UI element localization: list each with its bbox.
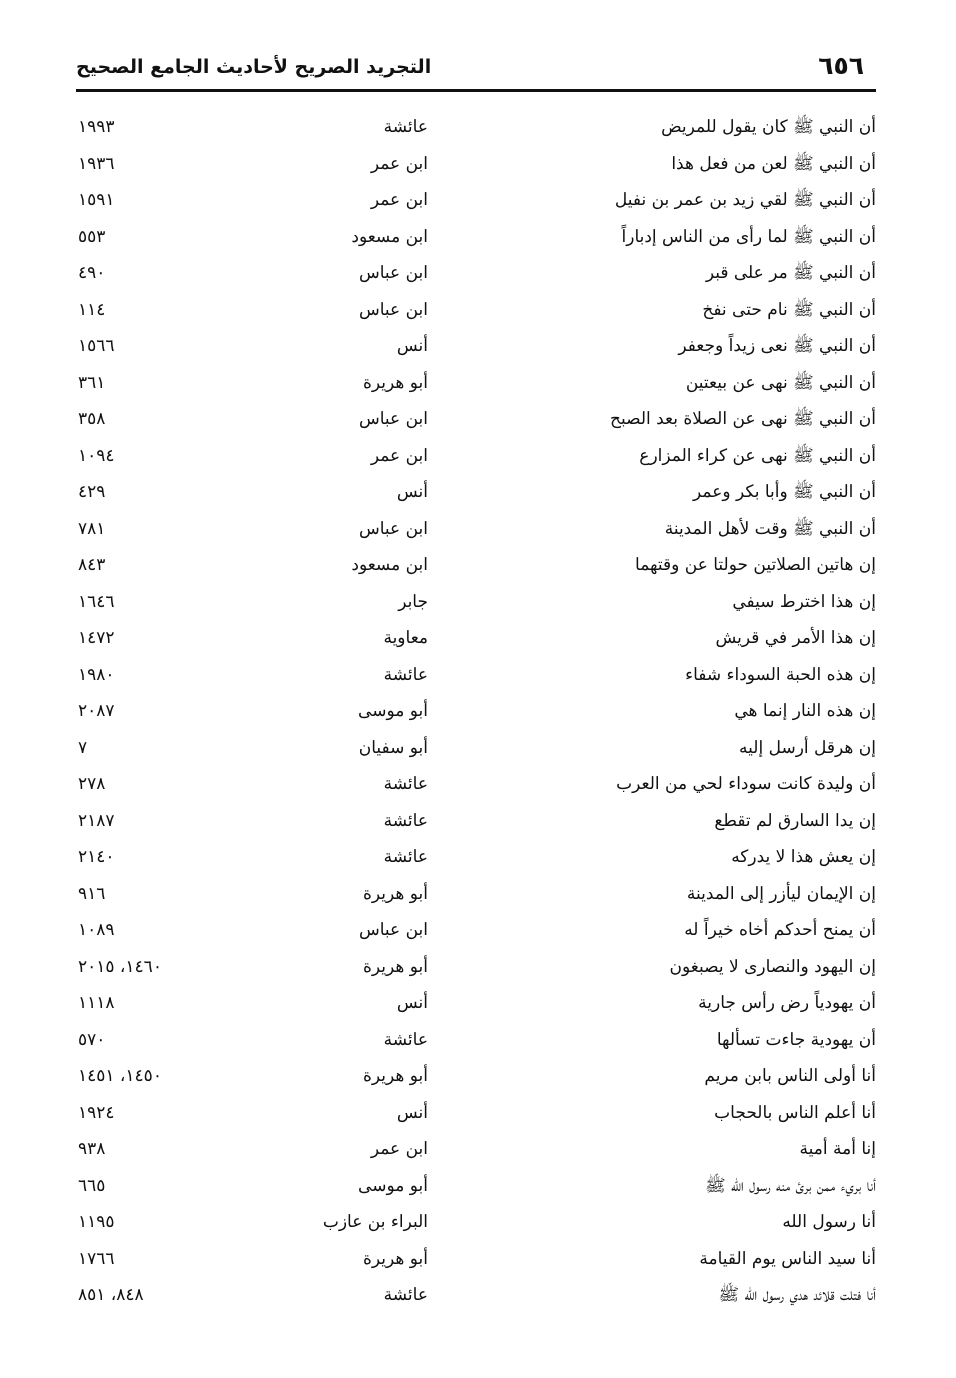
hadith-number: ٢١٤٠: [78, 847, 115, 867]
narrator-name: عائشة: [383, 847, 428, 867]
table-row: [76, 292, 876, 329]
table-row: [76, 657, 876, 694]
hadith-text: إن هذه النار إنما هي: [734, 701, 876, 721]
table-row: [76, 1095, 876, 1132]
narrator-name: ابن عباس: [358, 409, 428, 429]
hadith-number: ١١١٨: [78, 993, 115, 1013]
narrator-name: ابن مسعود: [351, 226, 428, 247]
table-row: [76, 693, 876, 730]
hadith-text: إن يدا السارق لم تقطع: [714, 810, 876, 831]
narrator-name: ابن عمر: [370, 445, 428, 466]
table-row: [76, 255, 876, 292]
table-row: [76, 511, 876, 548]
table-row: [76, 1277, 876, 1314]
table-row: [76, 182, 876, 219]
narrator-name: ابن عمر: [370, 1139, 428, 1159]
hadith-number: ٦٦٥: [78, 1175, 106, 1196]
hadith-number: ٧٨١: [78, 518, 106, 539]
hadith-text: إن يعش هذا لا يدركه: [731, 847, 876, 867]
hadith-text: أن النبي ﷺ لعن من فعل هذا: [671, 153, 876, 174]
page-number: ٦٥٦: [818, 51, 864, 80]
narrator-name: أبو هريرة: [362, 372, 428, 393]
hadith-text: إنا أمة أمية: [799, 1139, 876, 1159]
hadith-text: إن هذه الحبة السوداء شفاء: [685, 664, 876, 685]
narrator-name: ابن عباس: [358, 920, 428, 940]
hadith-number: ٨٤٣: [78, 555, 106, 575]
narrator-name: أنس: [396, 336, 428, 356]
hadith-number: ١٤٧٢: [78, 628, 115, 648]
table-row: [76, 1131, 876, 1168]
hadith-number: ١١٩٥: [78, 1212, 115, 1232]
narrator-name: أنس: [396, 1102, 428, 1123]
hadith-number: ١٩٣٦: [78, 153, 115, 174]
hadith-text: أن يهودية جاءت تسألها: [716, 1029, 876, 1050]
table-row: [76, 1168, 876, 1205]
hadith-text: أن يهودياً رض رأس جارية: [698, 993, 876, 1013]
hadith-text: أنا رسول الله: [782, 1212, 876, 1232]
table-row: [76, 730, 876, 767]
narrator-name: عائشة: [383, 664, 428, 685]
hadith-text: أن النبي ﷺ نعى زيداً وجعفر: [678, 336, 876, 356]
hadith-text: أنا فتلت قلائد هدي رسول الله ﷺ: [718, 1285, 876, 1305]
hadith-text: إن اليهود والنصارى لا يصبغون: [669, 956, 876, 977]
hadith-text: أن النبي ﷺ لقي زيد بن عمر بن نفيل: [614, 190, 876, 210]
table-row: [76, 109, 876, 146]
narrator-name: ابن عمر: [370, 153, 428, 174]
narrator-name: أبو سفيان: [358, 737, 428, 758]
hadith-number: ١٤٥٠، ١٤٥١: [78, 1066, 162, 1086]
narrator-name: عائشة: [383, 810, 428, 831]
hadith-text: أنا أولى الناس بابن مريم: [704, 1066, 876, 1086]
table-row: [76, 474, 876, 511]
hadith-number: ٢١٨٧: [78, 810, 115, 831]
table-row: [76, 1241, 876, 1278]
table-row: [76, 1022, 876, 1059]
hadith-text: أن النبي ﷺ وقت لأهل المدينة: [664, 518, 876, 539]
narrator-name: ابن عمر: [370, 190, 428, 210]
hadith-text: أن النبي ﷺ كان يقول للمريض: [661, 117, 876, 137]
narrator-name: أبو موسى: [358, 701, 428, 721]
hadith-number: ١٩٨٠: [78, 664, 115, 685]
table-row: [76, 949, 876, 986]
hadith-text: أن النبي ﷺ نهى عن الصلاة بعد الصبح: [609, 409, 876, 429]
table-row: [76, 547, 876, 584]
hadith-text: أنا أعلم الناس بالحجاب: [714, 1102, 876, 1123]
narrator-name: أبو هريرة: [362, 956, 428, 977]
hadith-number: ٨٤٨، ٨٥١: [78, 1285, 144, 1305]
narrator-name: ابن عباس: [358, 299, 428, 320]
hadith-number: ٥٧٠: [78, 1029, 106, 1050]
table-row: [76, 985, 876, 1022]
hadith-number: ٩١٦: [78, 883, 106, 904]
narrator-name: جابر: [398, 591, 428, 612]
table-row: [76, 1058, 876, 1095]
table-row: [76, 328, 876, 365]
table-row: [76, 766, 876, 803]
hadith-number: ١٦٤٦: [78, 591, 115, 612]
hadith-text: إن هرقل أرسل إليه: [739, 737, 876, 758]
table-row: [76, 876, 876, 913]
hadith-number: ٤٩٠: [78, 263, 106, 283]
narrator-name: أنس: [396, 993, 428, 1013]
hadith-number: ١٩٢٤: [78, 1102, 115, 1123]
narrator-name: معاوية: [383, 628, 428, 648]
table-row: [76, 219, 876, 256]
narrator-name: ابن عباس: [358, 518, 428, 539]
table-row: [76, 401, 876, 438]
hadith-text: إن هاتين الصلاتين حولتا عن وقتهما: [635, 555, 876, 575]
hadith-text: إن هذا اخترط سيفي: [732, 591, 876, 612]
table-row: [76, 146, 876, 183]
narrator-name: ابن عباس: [358, 263, 428, 283]
table-row: [76, 1204, 876, 1241]
table-row: [76, 584, 876, 621]
hadith-number: ٩٣٨: [78, 1139, 106, 1159]
hadith-number: ١٠٨٩: [78, 920, 115, 940]
hadith-text: إن الإيمان ليأزر إلى المدينة: [686, 883, 876, 904]
table-row: [76, 912, 876, 949]
narrator-name: عائشة: [383, 1285, 428, 1305]
hadith-number: ١١٤: [78, 299, 106, 320]
hadith-text: أن النبي ﷺ مر على قبر: [705, 263, 876, 283]
hadith-text: أن النبي ﷺ نهى عن بيعتين: [685, 372, 876, 393]
narrator-name: أنس: [396, 482, 428, 502]
hadith-number: ٢٧٨: [78, 774, 106, 794]
hadith-text: أن النبي ﷺ نام حتى نفخ: [702, 299, 876, 320]
table-row: [76, 803, 876, 840]
hadith-text: أن وليدة كانت سوداء لحي من العرب: [616, 774, 876, 794]
hadith-number: ١٤٦٠، ٢٠١٥: [78, 956, 162, 977]
table-row: [76, 365, 876, 402]
hadith-number: ٥٥٣: [78, 226, 106, 247]
hadith-number: ٤٢٩: [78, 482, 106, 502]
hadith-text: أنا سيد الناس يوم القيامة: [699, 1248, 876, 1269]
narrator-name: أبو هريرة: [362, 883, 428, 904]
table-row: [76, 839, 876, 876]
narrator-name: أبو هريرة: [362, 1248, 428, 1269]
hadith-text: أن النبي ﷺ نهى عن كراء المزارع: [639, 445, 876, 466]
header-divider: [76, 89, 876, 92]
narrator-name: أبو موسى: [358, 1175, 428, 1196]
hadith-number: ١٥٩١: [78, 190, 115, 210]
hadith-number: ٧: [78, 737, 88, 758]
narrator-name: أبو هريرة: [362, 1066, 428, 1086]
page-header: [76, 48, 876, 88]
hadith-text: أنا بريء ممن برئ منه رسول الله ﷺ: [705, 1175, 876, 1196]
book-title: التجريد الصريح لأحاديث الجامع الصحيح: [76, 56, 432, 78]
hadith-text: أن النبي ﷺ وأبا بكر وعمر: [693, 482, 876, 502]
hadith-number: ١٩٩٣: [78, 117, 115, 137]
hadith-text: إن هذا الأمر في قريش: [715, 628, 876, 648]
narrator-name: عائشة: [383, 774, 428, 794]
hadith-number: ١٥٦٦: [78, 336, 115, 356]
hadith-number: ١٧٦٦: [78, 1248, 115, 1269]
hadith-text: أن يمنح أحدكم أخاه خيراً له: [684, 920, 876, 940]
hadith-number: ١٠٩٤: [78, 445, 115, 466]
hadith-index-table: [76, 109, 876, 1314]
narrator-name: البراء بن عازب: [322, 1212, 428, 1232]
hadith-text: أن النبي ﷺ لما رأى من الناس إدباراً: [621, 226, 876, 247]
table-row: [76, 438, 876, 475]
narrator-name: عائشة: [383, 117, 428, 137]
table-row: [76, 620, 876, 657]
hadith-number: ٢٠٨٧: [78, 701, 115, 721]
narrator-name: ابن مسعود: [351, 555, 428, 575]
hadith-number: ٣٥٨: [78, 409, 106, 429]
hadith-number: ٣٦١: [78, 372, 106, 393]
narrator-name: عائشة: [383, 1029, 428, 1050]
